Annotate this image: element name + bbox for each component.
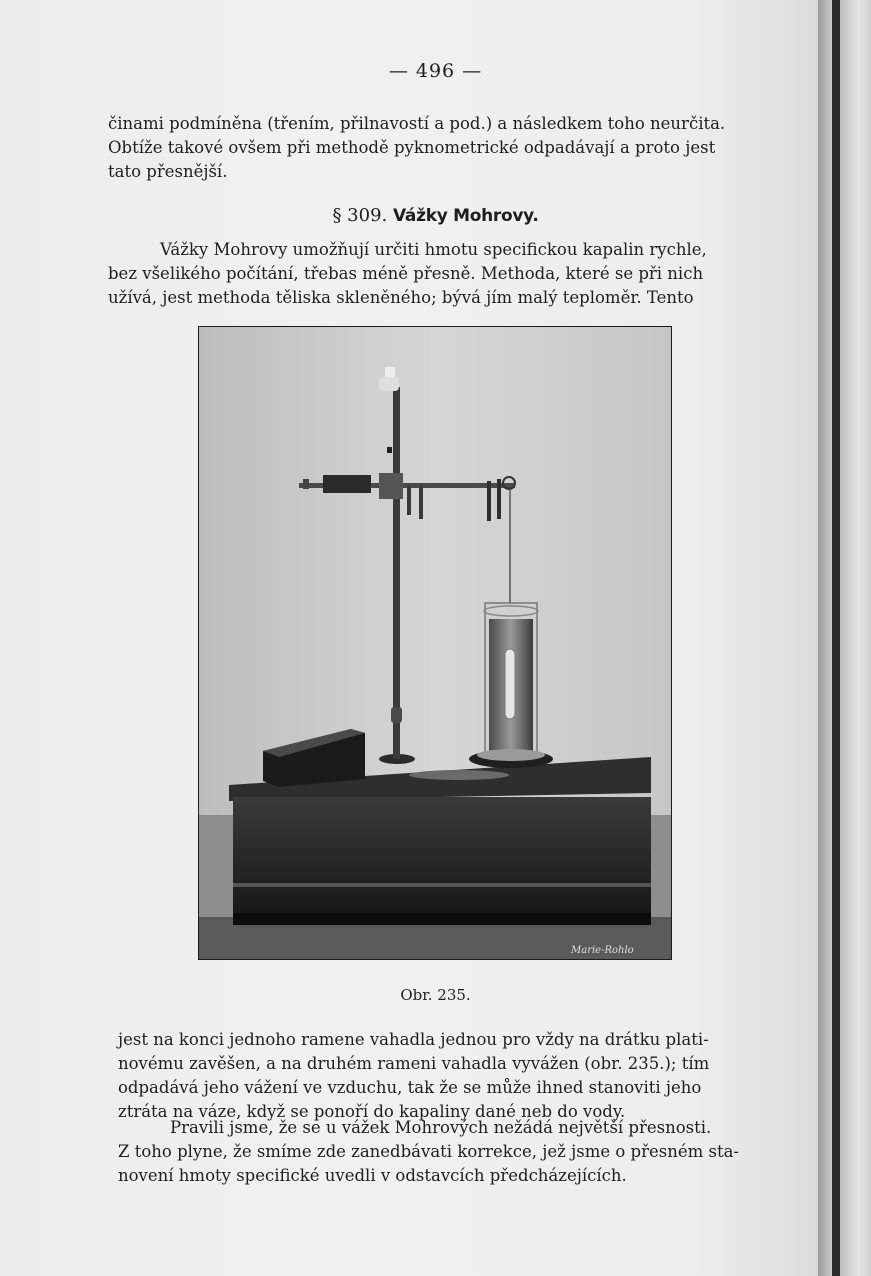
text-line: novení hmoty specifické uvedli v odstavcích předcházejících. — [118, 1166, 627, 1185]
text-line: bez všelikého počítání, třebas méně přesně. Methoda, které se při nich — [108, 264, 704, 283]
text-line: Pravili jsme, že se u vážek Mohrových nežádá největší přesnosti. — [170, 1118, 712, 1137]
final-paragraph — [118, 1116, 778, 1188]
section-title: Vážky Mohrovy. — [393, 206, 539, 226]
text-line: odpadává jeho vážení ve vzduchu, tak že se může ihned stanoviti jeho — [118, 1078, 702, 1097]
text-line: činami podmíněna (třením, přilnavostí a pod.) a následkem toho neurčita. — [108, 114, 726, 133]
section-number: § 309. — [332, 205, 388, 226]
counterweight — [323, 475, 371, 493]
photo-signature: Marie-Rohlo — [571, 945, 634, 956]
text-line: tato přesnější. — [108, 162, 228, 181]
text-line: Vážky Mohrovy umožňují určiti hmotu specifickou kapalin rychle, — [160, 240, 707, 259]
binding-gutter — [832, 0, 840, 1276]
intro-paragraph — [108, 112, 758, 184]
text-line: Obtíže takové ovšem při methodě pyknometrické odpadávají a proto jest — [108, 138, 716, 157]
beam-pivot — [379, 473, 403, 499]
page-number: — 496 — — [388, 60, 483, 82]
page-edge — [818, 0, 832, 1276]
text-line: Z toho plyne, že smíme zde zanedbávati korrekce, jež jsme o přesném sta- — [118, 1142, 740, 1161]
wooden-box — [233, 797, 651, 925]
section-heading — [0, 205, 871, 226]
next-page-edge — [840, 0, 871, 1276]
stand-rod — [393, 387, 400, 759]
glass-plummet — [505, 649, 515, 719]
text-line: ztráta na váze, když se ponoří do kapaliny dané neb do vody. — [118, 1102, 626, 1121]
mohr-balance-photo — [199, 327, 672, 960]
figure-caption: Obr. 235. — [400, 986, 471, 1004]
rod-top-cap — [379, 377, 399, 391]
body-paragraph — [108, 238, 763, 310]
text-line: užívá, jest methoda těliska skleněného; bývá jím malý teploměr. Tento — [108, 288, 694, 307]
continuation-paragraph — [118, 1028, 778, 1124]
text-line: novému zavěšen, a na druhém rameni vahadla vyvážen (obr. 235.); tím — [118, 1054, 710, 1073]
figure-photograph — [198, 326, 672, 960]
text-line: jest na konci jednoho ramene vahadla jednou pro vždy na drátku plati- — [118, 1030, 709, 1049]
